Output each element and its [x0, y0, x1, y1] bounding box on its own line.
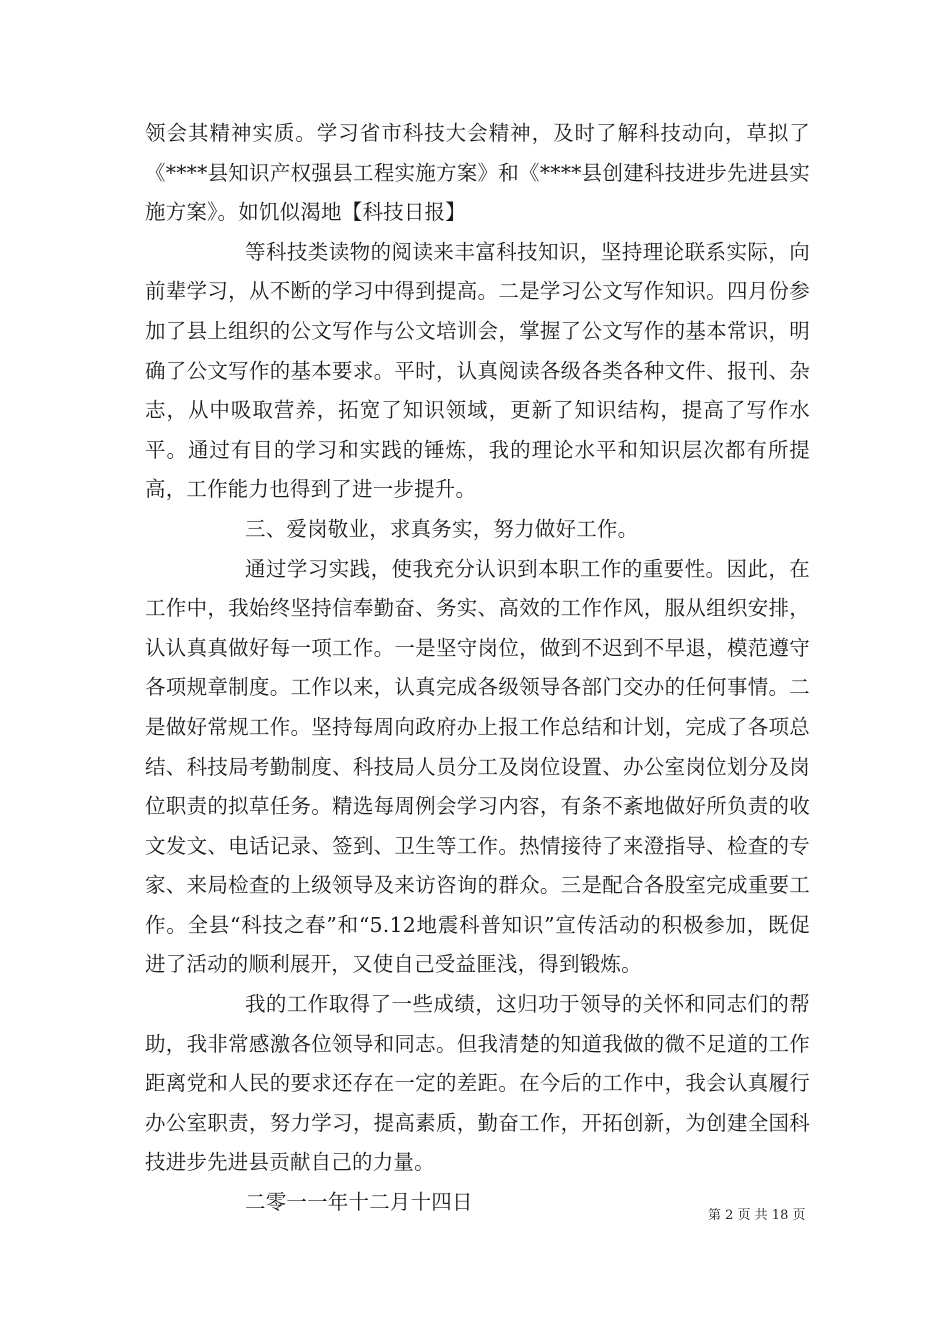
- paragraph-3: 通过学习实践，使我充分认识到本职工作的重要性。因此，在工作中，我始终坚持信奉勤奋、务实、高效的工作作风，服从组织安排，认认真真做好每一项工作。一是坚守岗位，做到不迟到不早退，模范遵守各项规章制度。工作以来，认真完成各级领导各部门交办的任何事情。二是做好常规工作。坚持每周向政府办上报工作总结和计划，完成了各项总结、科技局考勤制度、科技局人员分工及岗位设置、办公室岗位划分及岗位职责的拟草任务。精选每周例会学习内容，有条不紊地做好所负责的收文发文、电话记录、签到、卫生等工作。热情接待了来澄指导、检查的专家、来局检查的上级领导及来访咨询的群众。三是配合各股室完成重要工作。全县“科技之春”和“5.12地震科普知识”宣传活动的积极参加，既促进了活动的顺利展开，又使自己受益匪浅，得到锻炼。: [145, 556, 810, 977]
- document-body: [145, 114, 810, 1223]
- paragraph-2: 等科技类读物的阅读来丰富科技知识，坚持理论联系实际，向前辈学习，从不断的学习中得到提高。二是学习公文写作知识。四月份参加了县上组织的公文写作与公文培训会，掌握了公文写作的基本常识，明确了公文写作的基本要求。平时，认真阅读各级各类各种文件、报刊、杂志，从中吸取营养，拓宽了知识领域，更新了知识结构，提高了写作水平。通过有目的学习和实践的锤炼，我的理论水平和知识层次都有所提高，工作能力也得到了进一步提升。: [145, 239, 810, 502]
- date-line: 二零一一年十二月十四日: [245, 1190, 473, 1215]
- paragraph-4: 我的工作取得了一些成绩，这归功于领导的关怀和同志们的帮助，我非常感激各位领导和同志。但我清楚的知道我做的微不足道的工作距离党和人民的要求还存在一定的差距。在今后的工作中，我会认真履行办公室职责，努力学习，提高素质，勤奋工作，开拓创新，为创建全国科技进步先进县贡献自己的力量。: [145, 992, 810, 1175]
- page-number-footer: 第 2 页 共 18 页: [708, 1208, 806, 1223]
- section-heading: 三、爱岗敬业，求真务实，努力做好工作。: [245, 516, 639, 541]
- paragraph-1: 领会其精神实质。学习省市科技大会精神，及时了解科技动向，草拟了《****县知识产权强县工程实施方案》和《****县创建科技进步先进县实施方案》。如饥似渴地【科技日报】: [145, 121, 810, 225]
